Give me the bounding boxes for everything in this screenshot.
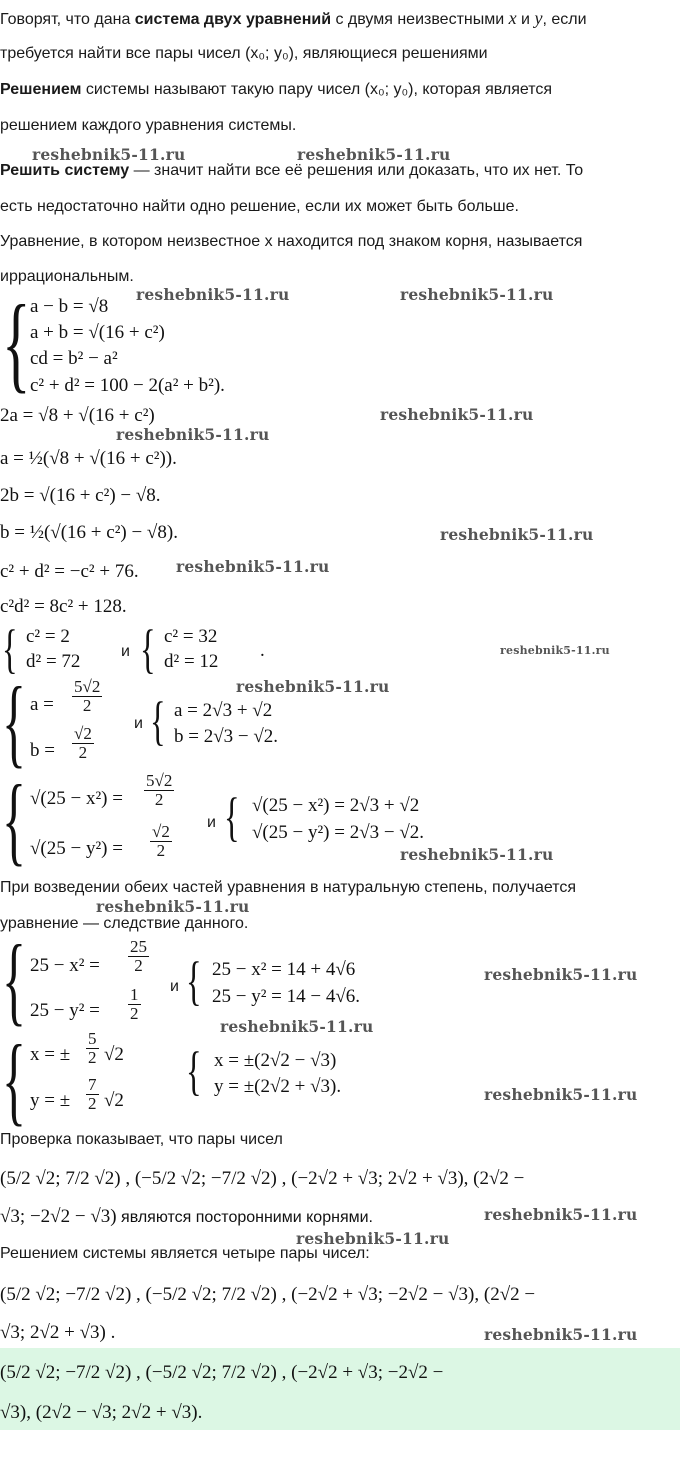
watermark: reshebnik5-11.ru	[236, 677, 390, 696]
and-word: и	[121, 643, 130, 660]
fraction	[86, 1030, 99, 1067]
system1-eq-4: c² + d² = 100 − 2(a² + b²).	[30, 375, 225, 396]
solution-pairs-line-2: √3; 2√2 + √3) .	[0, 1322, 116, 1343]
brace: {	[2, 764, 26, 875]
term-solution: Решением	[0, 81, 82, 98]
denominator: 2	[154, 790, 164, 809]
sys6-x-lhs: x = ±	[30, 1044, 71, 1065]
brace: {	[2, 924, 26, 1035]
text: — значит найти все её решения или доказать, что их нет. То	[129, 162, 584, 179]
sys3-right-2: b = 2√3 − √2.	[174, 726, 279, 747]
intro-line-3	[0, 80, 552, 100]
intro-line-2: требуется найти все пары чисел (x₀; y₀), являющиеся решениями	[0, 45, 488, 62]
numerator: 5√2	[146, 771, 173, 790]
answer-box	[0, 1348, 680, 1430]
fraction	[72, 725, 94, 762]
answer-line-2: √3), (2√2 − √3; 2√2 + √3).	[0, 1402, 203, 1423]
watermark: reshebnik5-11.ru	[297, 145, 451, 164]
denominator: 2	[88, 1048, 97, 1067]
watermark: reshebnik5-11.ru	[296, 1229, 450, 1248]
intro-line-4: решением каждого уравнения системы.	[0, 117, 297, 134]
watermark: reshebnik5-11.ru	[484, 1085, 638, 1104]
period: .	[260, 640, 265, 661]
watermark: reshebnik5-11.ru	[440, 525, 594, 544]
step-1: 2a = √8 + √(16 + c²)	[0, 405, 155, 426]
term-system: система двух уравнений	[134, 11, 332, 28]
watermark: reshebnik5-11.ru	[400, 845, 554, 864]
sys2-right-2: d² = 12	[164, 651, 219, 672]
fraction	[144, 772, 174, 809]
pair-tail: √3; −2√2 − √3)	[0, 1206, 117, 1227]
intro-line-1	[0, 8, 587, 30]
fraction	[86, 1076, 99, 1113]
note-line-2: уравнение — следствие данного.	[0, 915, 249, 932]
sys5-x-lhs: 25 − x² =	[30, 955, 100, 976]
watermark: reshebnik5-11.ru	[484, 1325, 638, 1344]
sys4-right-2: √(25 − y²) = 2√3 − √2.	[252, 822, 425, 843]
step-5: c² + d² = −c² + 76.	[0, 561, 139, 582]
numerator: 1	[130, 985, 139, 1004]
intro-line-6: есть недостаточно найти одно решение, если их может быть больше.	[0, 198, 519, 215]
check-title: Проверка показывает, что пары чисел	[0, 1131, 283, 1148]
sys6-right-1: x = ±(2√2 − √3)	[214, 1050, 337, 1071]
system1-eq-3: cd = b² − a²	[30, 348, 118, 369]
fraction	[72, 678, 102, 715]
sys4-x-lhs: √(25 − x²) =	[30, 788, 123, 809]
numerator: 5√2	[74, 677, 101, 696]
watermark: reshebnik5-11.ru	[400, 285, 554, 304]
and-word: и	[170, 978, 179, 995]
text: Говорят, что дана	[0, 11, 135, 28]
sys4-right-1: √(25 − x²) = 2√3 + √2	[252, 795, 420, 816]
sys5-right-2: 25 − y² = 14 − 4√6.	[212, 986, 361, 1007]
brace: {	[2, 666, 26, 777]
step-2: a = ½(√8 + √(16 + c²)).	[0, 448, 177, 469]
fraction	[128, 938, 149, 975]
sys2-right-1: c² = 32	[164, 626, 218, 647]
and-word: и	[134, 715, 143, 732]
denominator: 2	[82, 696, 92, 715]
sys3-a-lhs: a =	[30, 694, 54, 715]
system1-eq-2: a + b = √(16 + c²)	[30, 322, 165, 343]
var-x: x	[508, 8, 517, 28]
sys4-y-lhs: √(25 − y²) =	[30, 838, 123, 859]
sys6-y-lhs: y = ±	[30, 1090, 71, 1111]
sys5-y-lhs: 25 − y² =	[30, 1000, 100, 1021]
intro-line-5	[0, 161, 583, 181]
sys3-b-lhs: b =	[30, 740, 55, 761]
watermark: reshebnik5-11.ru	[32, 145, 186, 164]
sys2-left-1: c² = 2	[26, 626, 70, 647]
denominator: 2	[88, 1094, 97, 1113]
sqrt2: √2	[104, 1044, 124, 1065]
watermark: reshebnik5-11.ru	[176, 557, 330, 576]
intro-line-7: Уравнение, в котором неизвестное x находится под знаком корня, называется	[0, 233, 583, 250]
brace: {	[224, 787, 240, 847]
text: с двумя неизвестными	[331, 11, 509, 28]
numerator: 25	[130, 937, 147, 956]
brace: {	[2, 619, 18, 679]
answer-line-1: (5/2 √2; −7/2 √2) , (−5/2 √2; 7/2 √2) , (−2√2 + √3; −2√2 −	[0, 1362, 444, 1383]
step-3: 2b = √(16 + c²) − √8.	[0, 485, 161, 506]
numerator: √2	[152, 822, 170, 841]
step-6: c²d² = 8c² + 128.	[0, 596, 127, 617]
sys3-right-1: a = 2√3 + √2	[174, 700, 273, 721]
note-line-1: При возведении обеих частей уравнения в натуральную степень, получается	[0, 879, 577, 896]
numerator: 7	[88, 1075, 97, 1094]
and-word: и	[207, 814, 216, 831]
brace: {	[150, 691, 166, 751]
brace: {	[140, 619, 156, 679]
step-4: b = ½(√(16 + c²) − √8).	[0, 522, 178, 543]
watermark: reshebnik5-11.ru	[220, 1017, 374, 1036]
brace: {	[2, 1024, 26, 1135]
fraction	[128, 986, 141, 1023]
extraneous-note: являются посторонними корнями.	[116, 1209, 373, 1226]
intro-line-8: иррациональным.	[0, 268, 134, 285]
solution-title: Решением системы является четыре пары чисел:	[0, 1245, 370, 1262]
numerator: √2	[74, 724, 92, 743]
var-y: y	[534, 8, 543, 28]
brace: {	[186, 1041, 202, 1101]
watermark: reshebnik5-11.ru	[116, 425, 270, 444]
denominator: 2	[78, 743, 88, 762]
watermark: reshebnik5-11.ru	[380, 405, 534, 424]
text: системы называют такую пару чисел (x₀; y₀), которая является	[81, 81, 553, 98]
denominator: 2	[130, 1004, 139, 1023]
denominator: 2	[134, 956, 143, 975]
watermark: reshebnik5-11.ru	[136, 285, 290, 304]
watermark: reshebnik5-11.ru	[500, 644, 610, 657]
watermark: reshebnik5-11.ru	[484, 965, 638, 984]
brace: {	[186, 951, 202, 1011]
text: и	[516, 11, 535, 28]
term-solve: Решить систему	[0, 162, 130, 179]
sys2-left-2: d² = 72	[26, 651, 81, 672]
sqrt2: √2	[104, 1090, 124, 1111]
fraction	[150, 823, 172, 860]
sys6-right-2: y = ±(2√2 + √3).	[214, 1076, 342, 1097]
numerator: 5	[88, 1029, 97, 1048]
watermark: reshebnik5-11.ru	[96, 897, 250, 916]
brace: {	[2, 284, 31, 403]
solution-pairs-line-1: (5/2 √2; −7/2 √2) , (−5/2 √2; 7/2 √2) , (−2√2 + √3; −2√2 − √3), (2√2 −	[0, 1284, 536, 1305]
watermark: reshebnik5-11.ru	[484, 1205, 638, 1224]
check-pairs-line-2	[0, 1206, 373, 1229]
sys5-right-1: 25 − x² = 14 + 4√6	[212, 959, 356, 980]
check-pairs-line-1: (5/2 √2; 7/2 √2) , (−5/2 √2; −7/2 √2) , (−2√2 + √3; 2√2 + √3), (2√2 −	[0, 1168, 525, 1189]
system1-eq-1: a − b = √8	[30, 296, 109, 317]
denominator: 2	[156, 841, 166, 860]
text: , если	[542, 11, 587, 28]
